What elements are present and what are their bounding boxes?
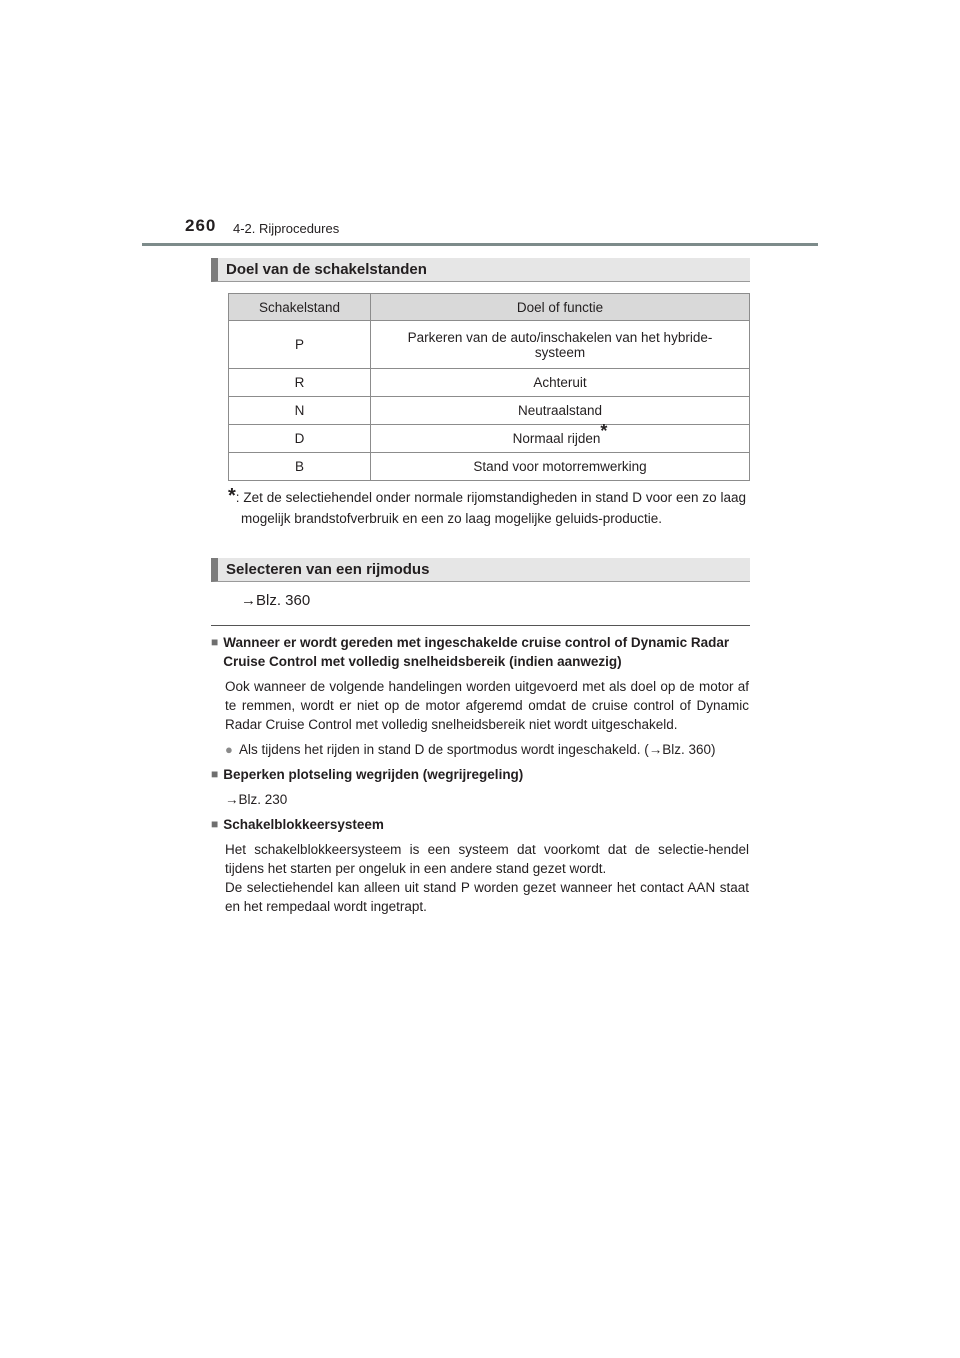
footnote-star: * [228, 485, 236, 507]
note-title: Schakelblokkeersysteem [223, 817, 384, 832]
note-title: Beperken plotseling wegrijden (wegrijregeling) [223, 767, 524, 782]
square-bullet-icon: ■ [211, 817, 219, 831]
table-row [229, 425, 750, 453]
function-text: Parkeren van de auto/inschakelen van het hybride- [407, 329, 713, 345]
function-text: Normaal rijden [512, 431, 601, 446]
note-body: Ook wanneer de volgende handelingen worden uitgevoerd met als doel op de motor af te remmen, wordt er niet op de motor afgeremd omdat de cruise control of Dynamic Radar Cruise Control met volledig snelheidsbereik niet wordt uitgeschakeld. [225, 679, 749, 732]
note-title: Wanneer er wordt gereden met ingeschakelde cruise control of Dynamic Radar Cruise Control met volledig snelheidsbereik (indien aanwezig) [223, 635, 730, 669]
footnote-marker: * [600, 421, 608, 441]
footnote-text: : Zet de selectiehendel onder normale rijomstandigheden in stand D voor een zo laag mogelijk brandstofverbruik en een zo laag mogelijke geluids-productie. [235, 490, 746, 526]
table-cell-position: D [229, 425, 371, 453]
note-heading [211, 765, 749, 784]
table-cell-position: R [229, 369, 371, 397]
section-title: Selecteren van een rijmodus [226, 561, 430, 578]
page-number: 260 [185, 216, 217, 235]
note-body: De selectiehendel kan alleen uit stand P worden gezet wanneer het contact AAN staat en het rempedaal wordt ingetrapt. [225, 880, 749, 914]
table-cell-function: Achteruit [371, 369, 750, 397]
note-heading [211, 815, 749, 834]
table-cell-position: P [229, 321, 371, 369]
notes-section [211, 633, 749, 916]
table-cell-function [371, 321, 750, 369]
running-head: 4-2. Rijprocedures [233, 221, 340, 236]
table-row [229, 321, 750, 369]
column-header-function: Doel of functie [371, 294, 750, 321]
page-reference: →Blz. 360 [241, 592, 311, 609]
function-text-continued: systeem [534, 344, 586, 360]
note-body: →Blz. 230 [225, 792, 288, 807]
shift-position-table [228, 293, 750, 481]
note-heading [211, 633, 749, 671]
square-bullet-icon: ■ [211, 767, 219, 781]
section-title: Doel van de schakelstanden [226, 261, 427, 278]
table-cell-function [371, 421, 750, 453]
section-heading-drive-mode [211, 558, 750, 582]
list-item-text: Als tijdens het rijden in stand D de sportmodus wordt ingeschakeld. (→Blz. 360) [239, 742, 716, 757]
table-row [229, 397, 750, 425]
table-header-row [229, 294, 750, 321]
section-heading-shift-positions [211, 258, 750, 282]
square-bullet-icon: ■ [211, 635, 219, 649]
table-cell-position: B [229, 453, 371, 481]
table-row [229, 369, 750, 397]
table-cell-position: N [229, 397, 371, 425]
list-item [211, 740, 749, 759]
note-body: Het schakelblokkeersysteem is een systeem dat voorkomt dat de selectie-hendel tijdens het starten per ongeluk in een andere stand gezet wordt. [225, 842, 749, 876]
divider [211, 625, 750, 626]
column-header-position: Schakelstand [229, 294, 371, 321]
table-cell-function: Neutraalstand [371, 397, 750, 425]
table-row [229, 453, 750, 481]
header-rule [142, 243, 818, 246]
table-footnote [228, 487, 746, 529]
circle-bullet-icon: ● [225, 742, 233, 757]
table-cell-function: Stand voor motorremwerking [371, 453, 750, 481]
